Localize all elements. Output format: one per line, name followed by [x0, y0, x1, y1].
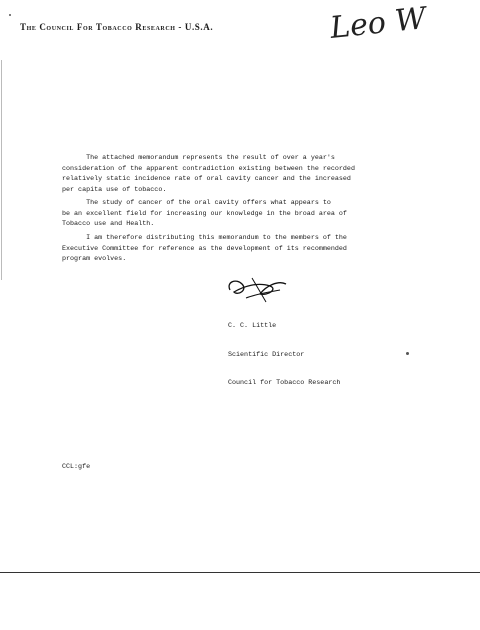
signer-name: C. C. Little — [228, 322, 277, 330]
body-paragraph-3: I am therefore distributing this memorandum to the members of the Executive Committee for reference as the development of its recommended program evolves. — [62, 234, 347, 263]
letterhead: The Council For Tobacco Research - U.S.A. — [20, 22, 214, 32]
signer-organization: Council for Tobacco Research — [228, 379, 341, 387]
handwritten-note: Leo W — [328, 1, 428, 46]
typist-initials: CCL:gfe — [62, 463, 91, 471]
scan-margin-line — [1, 60, 2, 280]
handwritten-signature — [222, 268, 292, 308]
signature-block — [228, 303, 340, 408]
body-paragraph-1: The attached memorandum represents the result of over a year's consideration of the apparent contradiction existing between the recorded relatively static incidence rate of oral cavity cancer and the increased per capita use of tobacco. — [62, 154, 355, 194]
scan-speck — [406, 352, 409, 355]
body-paragraph-2: The study of cancer of the oral cavity offers what appears to be an excellent field for increasing our knowledge in the broad area of Tobacco use and Health. — [62, 199, 347, 228]
page-bottom-edge — [0, 572, 480, 573]
scan-speck — [9, 14, 11, 16]
signer-title: Scientific Director — [228, 350, 305, 359]
